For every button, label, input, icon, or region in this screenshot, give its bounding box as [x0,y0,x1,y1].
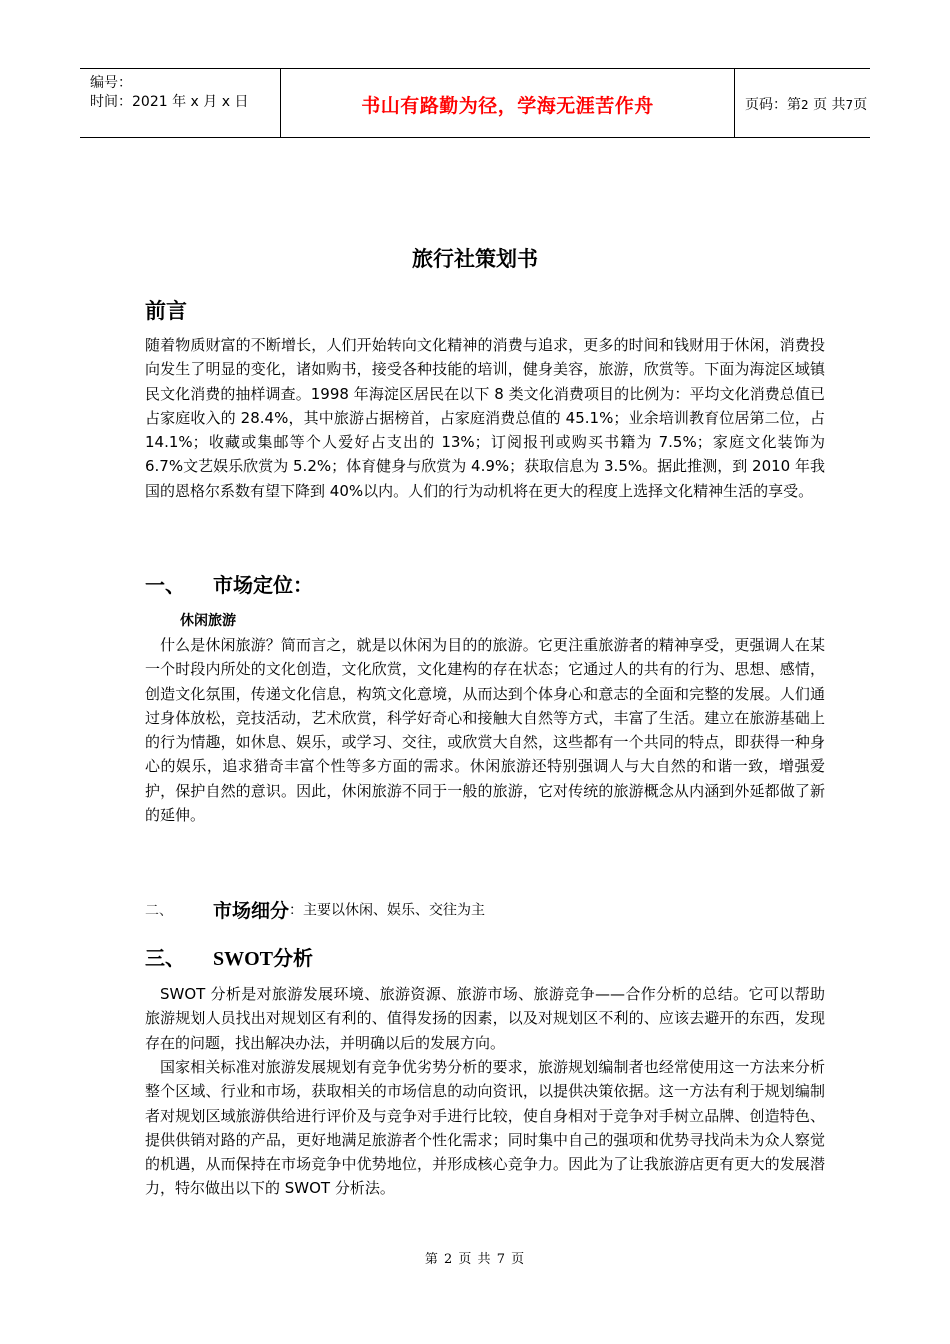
section-3-paragraph-1: SWOT 分析是对旅游发展环境、旅游资源、旅游市场、旅游竞争——合作分析的总结。它可以帮助旅游规划人员找出对规划区有利的、值得发扬的因素，以及对规划区不利的、应该去避开的东西，发现存在的问题，找出解决办法，并明确以后的发展方向。 [145,985,825,1052]
section-2-heading [145,896,485,923]
section-2-name: 市场细分 [213,900,290,922]
document-title: 旅行社策划书 [412,247,538,271]
header-motto: 书山有路勤为径，学海无涯苦作舟 [361,95,654,117]
page-mid: 页 共 [813,97,846,113]
section-1-heading [145,569,313,598]
section-1-subheading: 休闲旅游 [180,613,236,629]
section-3-number: 三、 [145,946,185,970]
section-2-number: 二、 [145,902,173,919]
header-page-cell [735,69,870,137]
page-end: 页 [853,97,868,113]
section-1-name: 市场定位： [213,573,313,597]
page-footer: 第 2 页 共 7 页 [424,1252,526,1267]
page-total: 7 [845,98,854,112]
preface-heading: 前言 [145,299,187,323]
section-1-paragraph: 什么是休闲旅游？简而言之，就是以休闲为目的的旅游。它更注重旅游者的精神享受，更强调人在某一个时段内所处的文化创造，文化欣赏，文化建构的存在状态；它通过人的共有的行为、思想、感情，创造文化氛围，传递文化信息，构筑文化意境，从而达到个体身心和意志的全面和完整的发展。人们通过身体放松，竞技活动，艺术欣赏，科学好奇心和接触大自然等方式，丰富了生活。建立在旅游基础上的行为情趣，如休息、娱乐，或学习、交往，或欣赏大自然，这些都有一个共同的特点，即获得一种身心的娱乐，追求猎奇丰富个性等多方面的需求。休闲旅游还特别强调人与大自然的和谐一致，增强爱护，保护自然的意识。因此，休闲旅游不同于一般的旅游，它对传统的旅游概念从内涵到外延都做了新的延伸。 [145,636,825,825]
section-2-description: ：主要以休闲、娱乐、交往为主 [289,902,486,919]
page-current: 2 [801,98,809,112]
section-3-paragraph-2: 国家相关标准对旅游发展规划有竞争优劣势分析的要求，旅游规划编制者也经常使用这一方法来分析整个区域、行业和市场，获取相关的市场信息的动向资讯，以提供决策依据。这一方法有利于规划编制者对规划区域旅游供给进行评价及与竞争对手进行比较，使自身相对于竞争对手树立品牌、创造特色、提供供销对路的产品，更好地满足旅游者个性化需求；同时集中自己的强项和优势寻找尚未为众人察觉的机遇，从而保持在市场竞争中优势地位，并形成核心竞争力。因此为了让我旅游店更有更大的发展潜力，特尔做出以下的 SWOT 分析法。 [145,1058,825,1198]
header-motto-cell [281,69,735,137]
document-number-label: 编号： [90,75,132,91]
header-info-cell [80,69,281,137]
header-page-number [745,94,867,114]
section-3-name-cn: 分析 [273,946,314,970]
section-3-heading [145,942,313,971]
section-1-number: 一、 [145,573,185,597]
page-label: 页码：第 [745,97,801,113]
page-header-table [80,68,870,138]
preface-paragraph: 随着物质财富的不断增长，人们开始转向文化精神的消费与追求，更多的时间和钱财用于休闲，消费投向发生了明显的变化，诸如购书，接受各种技能的培训，健身美容，旅游，欣赏等。下面为海淀区域镇民文化消费的抽样调查。1998 年海淀区居民在以下 8 类文化消费项目的比例为：平均文化消费总值已占家庭收入的 28.4%，其中旅游占据榜首，占家庭消费总值的 45.1%；业余培训教育位居第二位，占 14.1%；收藏或集邮等个人爱好占支出的 13%；订阅报刊或购买书籍为 7.5%；家庭文化装饰为 6.7%文艺娱乐欣赏为 5.2%；体育健身与欣赏为 4.9%；获取信息为 3.5%。据此推测，到 2010 年我国的恩格尔系数有望下降到 40%以内。人们的行为动机将在更大的程度上选择文化精神生活的享受。 [145,336,825,500]
section-3-name-en: SWOT [213,948,274,970]
document-time-label: 时间：2021 年 x 月 x 日 [90,94,249,110]
